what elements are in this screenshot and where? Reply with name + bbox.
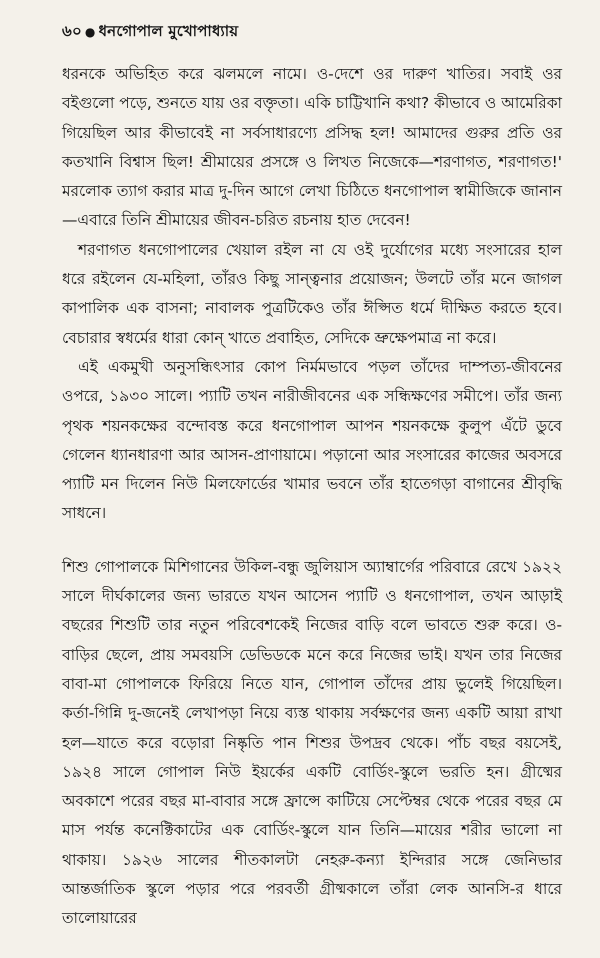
running-header [62,20,238,45]
paragraph-2: শরণাগত ধনগোপালের খেয়াল রইল না যে ওই দুর্যোগের মধ্যে সংসারের হাল ধরে রইলেন যে-মহিলা, তাঁরও কিছু সান্ত্বনার প্রয়োজন; উলটে তাঁর মনে জাগল কাপালিক এক বাসনা; নাবালক পুত্রটিকেও তাঁর ঈপ্সিত ধর্মে দীক্ষিত করতে হবে। বেচারার স্বধর্মের ধারা কোন্ খাতে প্রবাহিত, সেদিকে ভ্রুক্ষেপমাত্র না করে। [62,240,562,347]
paragraph-4: শিশু গোপালকে মিশিগানের উকিল-বন্ধু জুলিয়াস অ্যাম্বার্গের পরিবারে রেখে ১৯২২ সালে দীর্ঘকালের জন্য ভারতে যখন আসেন প্যাটি ও ধনগোপাল, তখন আড়াই বছরের শিশুটি তার নতুন পরিবেশকেই নিজের বাড়ি বলে ভাবতে শুরু করে। ও-বাড়ির ছেলে, প্রায় সমবয়সি ডেভিডকে মনে করে নিজের ভাই। যখন তার নিজের বাবা-মা গোপালকে ফিরিয়ে নিতে যান, গোপাল তাঁদের প্রায় ভুলেই গিয়েছিল। কর্তা-গিন্নি দু-জনেই লেখাপড়া নিয়ে ব্যস্ত থাকায় সর্বক্ষণের জন্য একটি আয়া রাখা হল—যাতে করে বড়োরা নিষ্কৃতি পান শিশুর উপদ্রব থেকে। পাঁচ বছর বয়সেই, ১৯২৪ সালে গোপাল নিউ ইয়র্কের একটি বোর্ডিং-স্কুলে ভরতি হন। গ্রীষ্মের অবকাশে পরের বছর মা-বাবার সঙ্গে ফ্রান্সে কাটিয়ে সেপ্টেম্বর থেকে পরের বছর মে মাস পর্যন্ত কনেক্টিকাটের এক বোর্ডিং-স্কুলে যান তিনি—মায়ের শরীর ভালো না থাকায়। ১৯২৬ সালের শীতকালটা নেহরু-কন্যা ইন্দিরার সঙ্গে জেনিভার আন্তর্জাতিক স্কুলে পড়ার পরে পরবর্তী গ্রীষ্মকালে তাঁরা লেক আনসি-র ধারে তালোয়ারের [62,557,562,928]
body-text [62,60,562,934]
paragraph-1: ধরনকে অভিহিত করে ঝলমলে নামে। ও-দেশে ওর দারুণ খাতির। সবাই ওর বইগুলো পড়ে, শুনতে যায় ওর বক্তৃতা। একি চাট্টিখানি কথা? কীভাবে ও আমেরিকা গিয়েছিল আর কীভাবেই না সর্বসাধারণ্যে প্রসিদ্ধ হল! আমাদের গুরুর প্রতি ওর কতখানি বিশ্বাস ছিল! শ্রীমায়ের প্রসঙ্গে ও লিখত নিজেকে—শরণাগত, শরণাগত!' মরলোক ত্যাগ করার মাত্র দু-দিন আগে লেখা চিঠিতে ধনগোপাল স্বামীজিকে জানান—এবারে তিনি শ্রীমায়ের জীবন-চরিত রচনায় হাত দেবেন! [62,65,562,230]
paragraph-3: এই একমুখী অনুসন্ধিৎসার কোপ নির্মমভাবে পড়ল তাঁদের দাম্পত্য-জীবনের ওপরে, ১৯৩০ সালে। প্যাটি তখন নারীজীবনের এক সন্ধিক্ষণের সমীপে। তাঁর জন্য পৃথক শয়নকক্ষের বন্দোবস্ত করে ধনগোপাল আপন শয়নকক্ষে কুলুপ এঁটে ডুবে গেলেন ধ্যানধারণা আর আসন-প্রাণায়ামে। পড়ানো আর সংসারের কাজের অবসরে প্যাটি মন দিলেন নিউ মিলফোর্ডের খামার ভবনে তাঁর হাতেগড়া বাগানের শ্রীবৃদ্ধি সাধনে। [62,357,562,523]
header-bullet: ● [84,25,96,39]
page-number: ৬০ [62,22,82,40]
running-title: ধনগোপাল মুখোপাধ্যায় [98,22,239,40]
